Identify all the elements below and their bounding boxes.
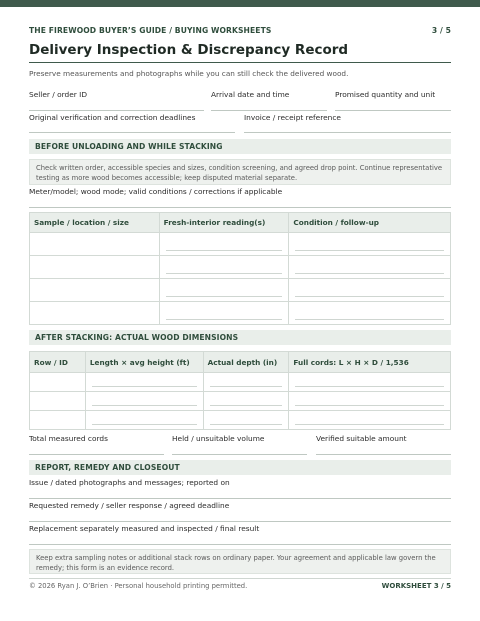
cell-line <box>210 405 283 406</box>
cell-line <box>210 386 283 387</box>
issue-label: Issue / dated photographs and messages; reported on <box>29 478 230 487</box>
table-cell[interactable] <box>30 411 86 430</box>
cell-line <box>92 405 197 406</box>
table-cell[interactable] <box>159 279 289 302</box>
top-accent-bar <box>0 0 480 7</box>
dimensions-table <box>29 351 451 430</box>
meter-field[interactable] <box>29 207 451 208</box>
col-full-cords: Full cords: L × H × D / 1,536 <box>289 352 451 373</box>
page-title: Delivery Inspection & Discrepancy Record <box>29 42 349 58</box>
cell-line <box>295 386 444 387</box>
table-row <box>30 302 451 325</box>
table-cell[interactable] <box>30 256 160 279</box>
sample-table-header <box>30 213 451 233</box>
col-length-height: Length × avg height (ft) <box>85 352 203 373</box>
table-cell[interactable] <box>289 256 451 279</box>
arrival-field[interactable] <box>211 110 327 111</box>
table-cell[interactable] <box>85 392 203 411</box>
table-cell[interactable] <box>85 411 203 430</box>
table-cell[interactable] <box>30 302 160 325</box>
col-sample: Sample / location / size <box>30 213 160 233</box>
cell-line <box>210 424 283 425</box>
original-deadlines-field[interactable] <box>29 132 235 133</box>
held-volume-field[interactable] <box>172 454 307 455</box>
table-cell[interactable] <box>159 302 289 325</box>
cell-line <box>295 405 444 406</box>
promised-field[interactable] <box>335 110 451 111</box>
page-number: 3 / 5 <box>431 26 451 35</box>
table-row <box>30 233 451 256</box>
worksheet-label: WORKSHEET 3 / 5 <box>381 582 451 590</box>
original-deadlines-label: Original verification and correction deadlines <box>29 113 196 122</box>
total-cords-label: Total measured cords <box>29 434 108 443</box>
section-after-stacking: AFTER STACKING: ACTUAL WOOD DIMENSIONS <box>29 330 451 345</box>
table-cell[interactable] <box>30 373 86 392</box>
before-unloading-note: Check written order, accessible species and sizes, condition screening, and agreed drop point. Continue representative testing as more wood becomes accessible; keep disputed material separate. <box>29 159 451 185</box>
section-before-unloading: BEFORE UNLOADING AND WHILE STACKING <box>29 139 451 154</box>
table-cell[interactable] <box>289 279 451 302</box>
page-header <box>29 26 451 35</box>
promised-label: Promised quantity and unit <box>335 90 436 99</box>
table-cell[interactable] <box>203 373 289 392</box>
table-row <box>30 373 451 392</box>
held-volume-label: Held / unsuitable volume <box>172 434 265 443</box>
table-cell[interactable] <box>203 411 289 430</box>
col-row-id: Row / ID <box>30 352 86 373</box>
table-cell[interactable] <box>289 373 451 392</box>
replacement-field[interactable] <box>29 544 451 545</box>
table-cell[interactable] <box>159 233 289 256</box>
remedy-label: Requested remedy / seller response / agreed deadline <box>29 501 230 510</box>
dimensions-table-header <box>30 352 451 373</box>
cell-line <box>166 250 283 251</box>
intro-text: Preserve measurements and photographs while you can still check the delivered wood. <box>29 69 349 78</box>
series-title: THE FIREWOOD BUYER’S GUIDE / BUYING WORKSHEETS <box>29 26 272 35</box>
table-cell[interactable] <box>289 392 451 411</box>
table-cell[interactable] <box>30 392 86 411</box>
table-row <box>30 392 451 411</box>
cell-line <box>166 319 283 320</box>
verified-amount-field[interactable] <box>316 454 451 455</box>
table-cell[interactable] <box>30 233 160 256</box>
title-divider <box>29 62 451 63</box>
arrival-label: Arrival date and time <box>211 90 290 99</box>
section-report-remedy: REPORT, REMEDY AND CLOSEOUT <box>29 460 451 475</box>
cell-line <box>295 250 444 251</box>
remedy-field[interactable] <box>29 521 451 522</box>
cell-line <box>92 386 197 387</box>
closeout-note: Keep extra sampling notes or additional stack rows on ordinary paper. Your agreement and applicable law govern the remedy; this form is an evidence record. <box>29 549 451 574</box>
invoice-field[interactable] <box>244 132 451 133</box>
cell-line <box>92 424 197 425</box>
table-row <box>30 411 451 430</box>
seller-label: Seller / order ID <box>29 90 88 99</box>
table-row <box>30 279 451 302</box>
table-cell[interactable] <box>289 411 451 430</box>
total-cords-field[interactable] <box>29 454 164 455</box>
col-condition: Condition / follow-up <box>289 213 451 233</box>
cell-line <box>295 296 444 297</box>
table-cell[interactable] <box>159 256 289 279</box>
cell-line <box>295 424 444 425</box>
cell-line <box>166 273 283 274</box>
table-cell[interactable] <box>85 373 203 392</box>
table-cell[interactable] <box>203 392 289 411</box>
col-depth: Actual depth (in) <box>203 352 289 373</box>
cell-line <box>295 319 444 320</box>
seller-field[interactable] <box>29 110 204 111</box>
verified-amount-label: Verified suitable amount <box>316 434 407 443</box>
issue-field[interactable] <box>29 498 451 499</box>
meter-label: Meter/model; wood mode; valid conditions / corrections if applicable <box>29 187 283 196</box>
cell-line <box>166 296 283 297</box>
invoice-label: Invoice / receipt reference <box>244 113 341 122</box>
table-cell[interactable] <box>289 302 451 325</box>
table-cell[interactable] <box>30 279 160 302</box>
sample-table <box>29 212 451 325</box>
copyright-text: © 2026 Ryan J. O’Brien · Personal household printing permitted. <box>29 582 248 590</box>
footer-divider <box>29 578 451 579</box>
cell-line <box>295 273 444 274</box>
table-cell[interactable] <box>289 233 451 256</box>
replacement-label: Replacement separately measured and inspected / final result <box>29 524 260 533</box>
col-reading: Fresh-interior reading(s) <box>159 213 289 233</box>
table-row <box>30 256 451 279</box>
